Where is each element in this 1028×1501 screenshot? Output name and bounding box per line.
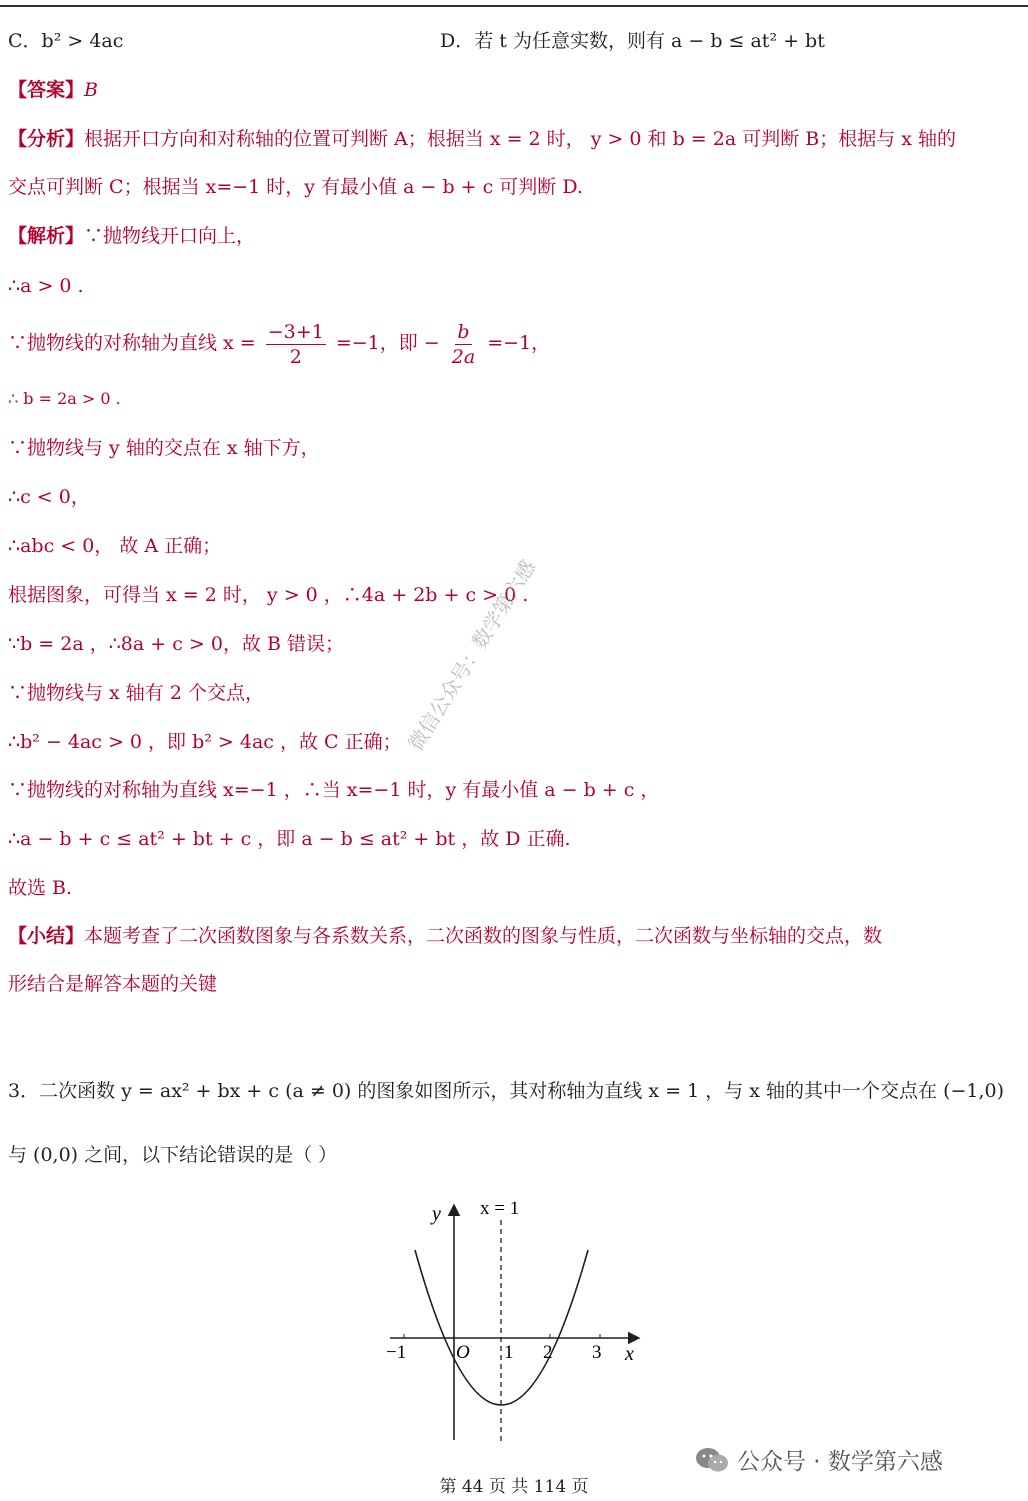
analysis-text-2: 交点可判断 C；根据当 x=−1 时，y 有最小值 a − b + c 可判断 D.: [8, 176, 583, 198]
tick-label-1: 1: [504, 1342, 514, 1363]
step-c-negative: ∴c < 0，: [8, 486, 90, 508]
question-3-line-2: 与 (0,0) 之间，以下结论错误的是（ ）: [8, 1144, 338, 1166]
parabola-graph: [380, 1190, 660, 1450]
solution-line-1: [8, 223, 255, 249]
step-two-roots: ∵抛物线与 x 轴有 2 个交点，: [8, 682, 264, 704]
step-a-positive: ∴a > 0 .: [8, 275, 84, 297]
brand-text: 公众号 · 数学第六感: [737, 1449, 943, 1475]
fraction-one: [266, 320, 326, 369]
fraction-two: [450, 320, 477, 369]
analysis-line-1: [8, 126, 956, 152]
summary-text-1: 本题考查了二次函数图象与各系数关系，二次函数的图象与性质，二次函数与坐标轴的交点，数: [84, 925, 883, 947]
summary-line-1: [8, 923, 882, 949]
answer-value: B: [84, 79, 98, 101]
question-3-line-1: 3．二次函数 y = ax² + bx + c (a ≠ 0) 的图象如图所示，其对称轴为直线 x = 1 ，与 x 轴的其中一个交点在 (−1,0): [8, 1080, 1005, 1102]
watermark: 微信公众号：数学第六感: [403, 555, 541, 755]
top-rule: [0, 5, 1028, 7]
analysis-text-1: 根据开口方向和对称轴的位置可判断 A；根据当 x = 2 时， y > 0 和 b = 2a 可判断 B；根据与 x 轴的: [84, 128, 957, 150]
step-axis-pre: ∵抛物线的对称轴为直线 x =: [8, 332, 256, 354]
fraction-one-denominator: 2: [289, 345, 302, 368]
summary-tag: 【小结】: [8, 925, 85, 947]
tick-label-2: 2: [543, 1342, 553, 1363]
step-b-error: ∵b = 2a ，∴8a + c > 0，故 B 错误；: [8, 633, 344, 655]
fraction-one-numerator: −3+1: [267, 320, 324, 343]
step-choose: 故选 B.: [8, 877, 73, 899]
step-abc: ∴abc < 0， 故 A 正确；: [8, 535, 222, 557]
answer-line: [8, 77, 98, 103]
analysis-tag: 【分析】: [8, 128, 85, 150]
step-axis-of-symmetry: [8, 318, 550, 369]
y-axis-label: y: [432, 1203, 441, 1225]
step-discriminant: ∴b² − 4ac > 0 ，即 b² > 4ac ，故 C 正确；: [8, 731, 402, 753]
answer-tag: 【答案】: [8, 79, 85, 101]
fraction-two-denominator: 2a: [451, 345, 476, 368]
tick-label-minus-1: −1: [386, 1342, 407, 1363]
step-minimum: ∵抛物线的对称轴为直线 x=−1 ，∴当 x=−1 时，y 有最小值 a − b + c ，: [8, 779, 660, 801]
step-axis-post: =−1，: [487, 332, 551, 354]
step-b-value: ∴ b = 2a > 0 .: [8, 389, 121, 408]
step-axis-mid: =−1，即 −: [335, 332, 440, 354]
step-y-intercept: ∵抛物线与 y 轴的交点在 x 轴下方，: [8, 437, 320, 459]
x-axis-label: x: [625, 1343, 634, 1365]
parabola-curve: [415, 1250, 588, 1405]
origin-label: O: [456, 1342, 470, 1363]
symmetry-label: x = 1: [480, 1198, 520, 1219]
option-d: D．若 t 为任意实数，则有 a − b ≤ at² + bt: [440, 30, 825, 52]
solution-tag: 【解析】: [8, 225, 85, 247]
step-inequality: ∴a − b + c ≤ at² + bt + c ，即 a − b ≤ at² + bt ，故 D 正确.: [8, 828, 571, 850]
step-x-equals-2: 根据图象，可得当 x = 2 时， y > 0 ，∴4a + 2b + c > 0 .: [8, 584, 529, 606]
summary-text-2: 形结合是解答本题的关键: [8, 973, 218, 995]
tick-label-3: 3: [592, 1342, 602, 1363]
option-c: C．b² > 4ac: [8, 30, 124, 52]
wechat-icon: [695, 1446, 729, 1474]
page-footer: 第 44 页 共 114 页: [439, 1477, 589, 1497]
fraction-two-numerator: b: [457, 320, 470, 343]
solution-text-1: ∵抛物线开口向上，: [84, 225, 256, 247]
